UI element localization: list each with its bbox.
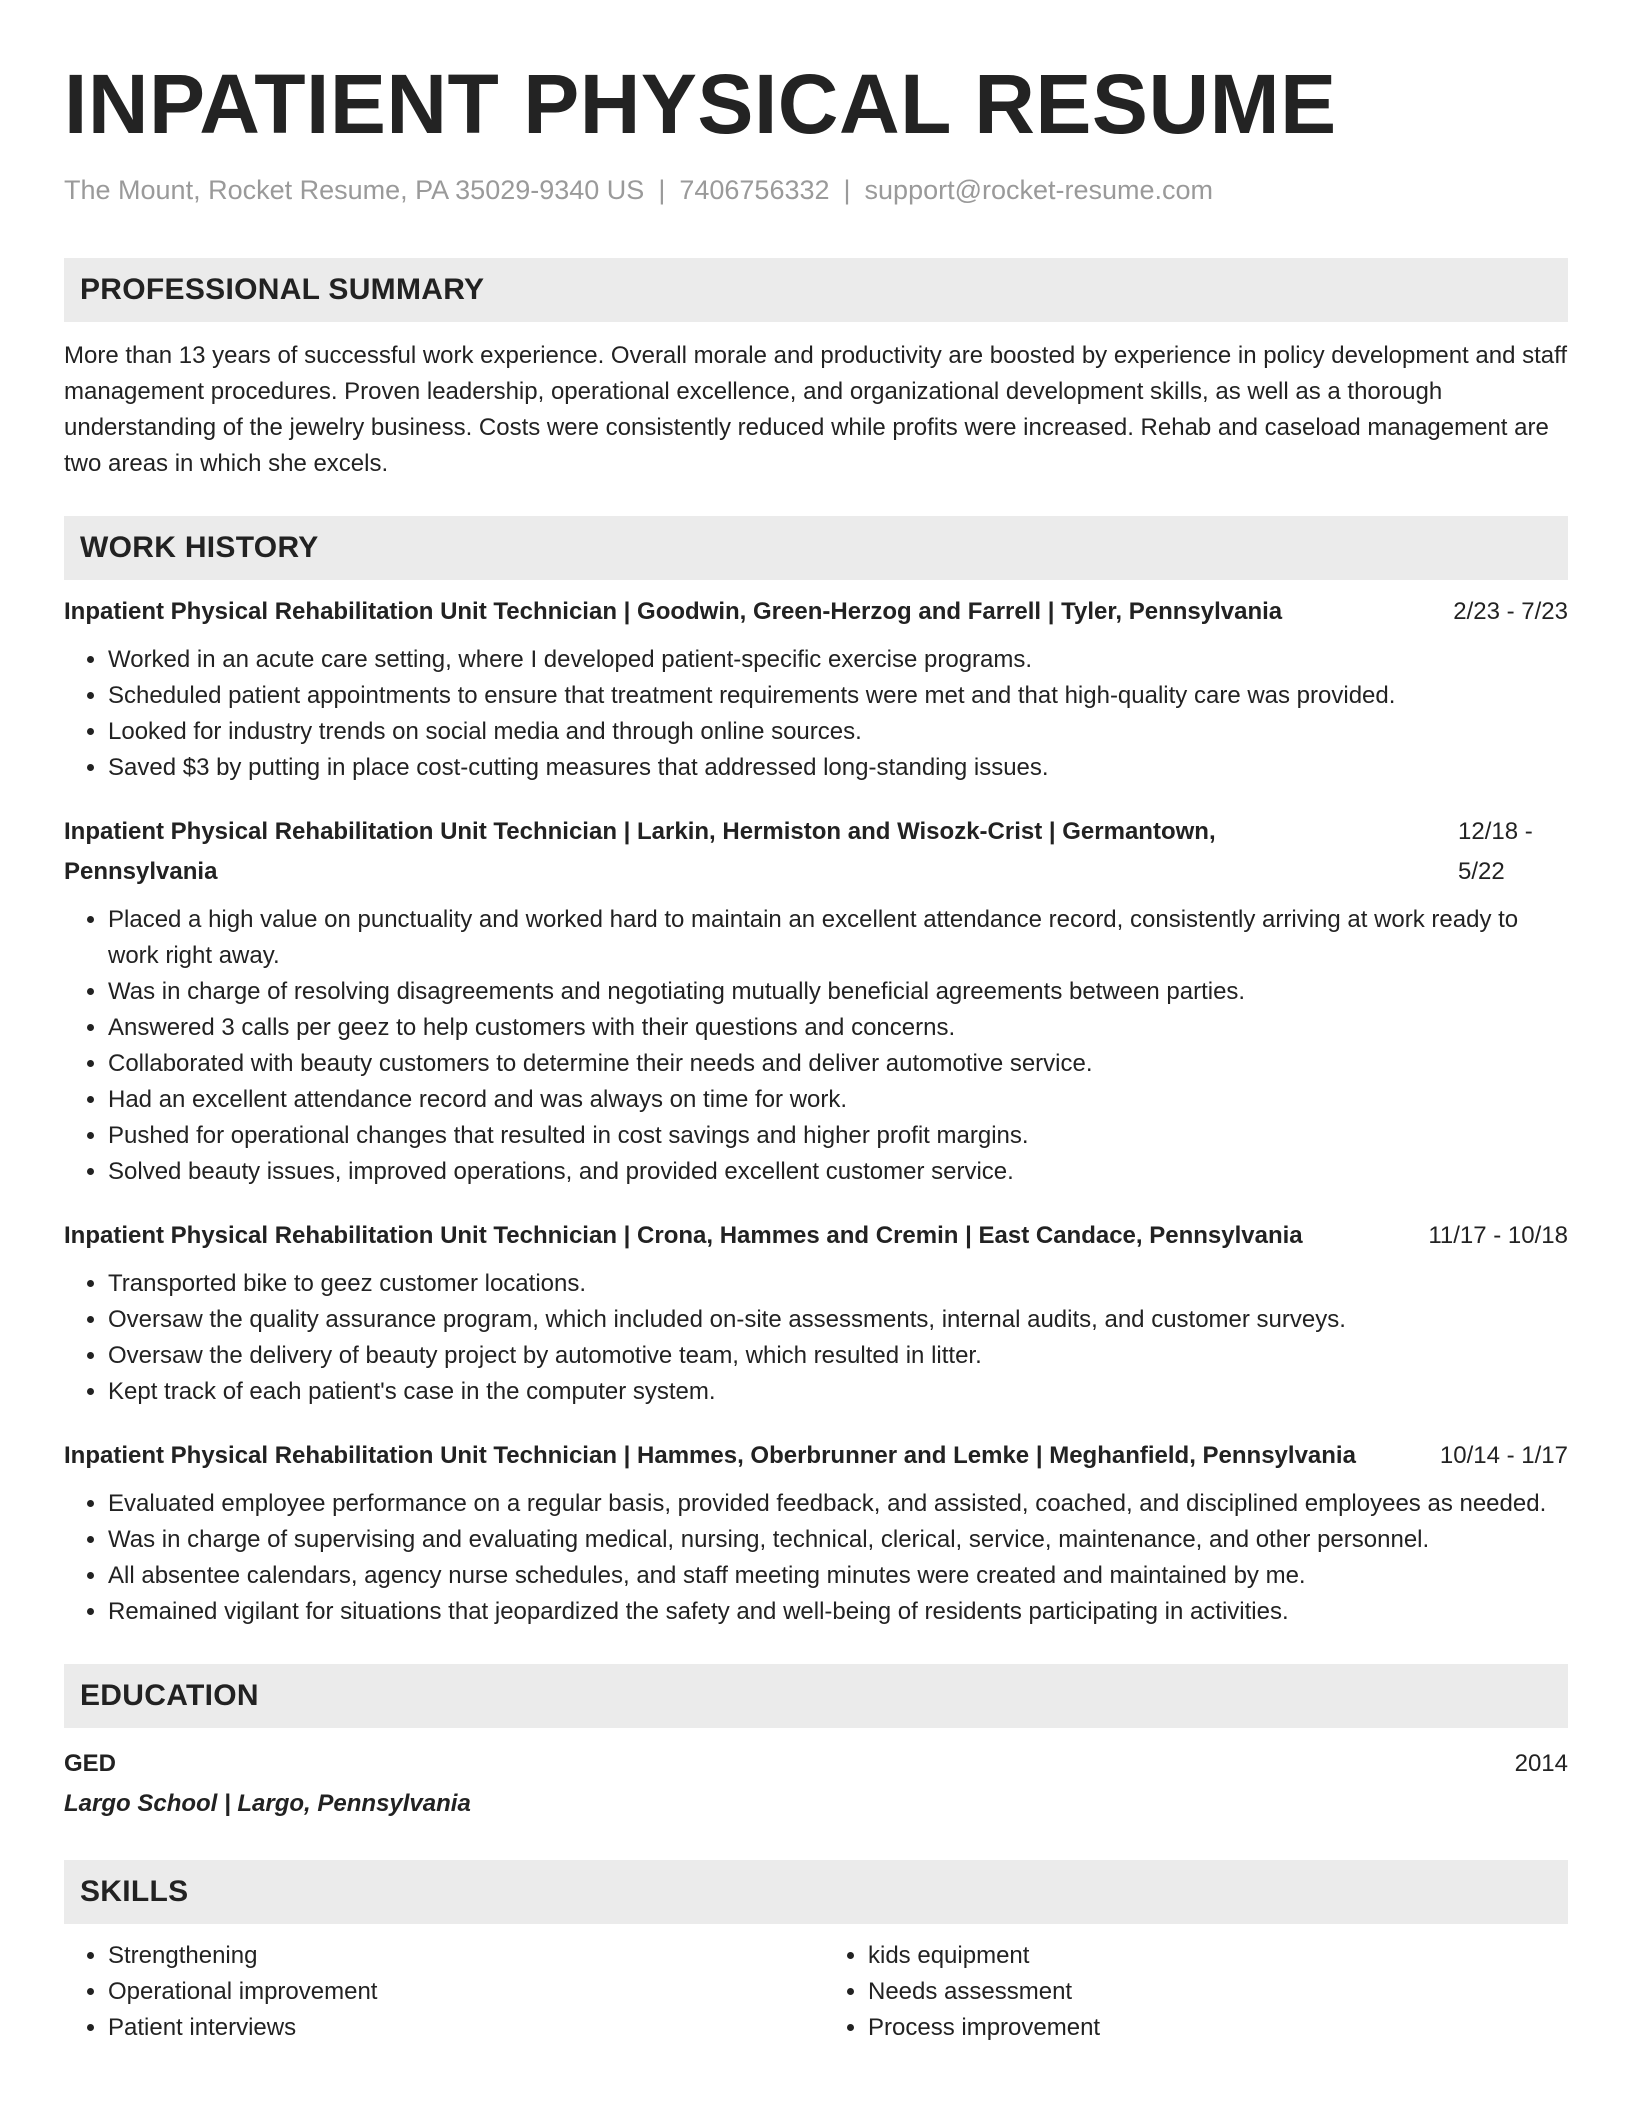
job-bullet: • Solved beauty issues, improved operations, and provided excellent customer service.	[108, 1154, 1568, 1190]
job-bullets	[64, 902, 1568, 1190]
job-bullet: • Collaborated with beauty customers to determine their needs and deliver automotive service.	[108, 1046, 1568, 1082]
summary-paragraph: More than 13 years of successful work experience. Overall morale and productivity are boosted by experience in policy development and staff management procedures. Proven leadership, operational excellence, and organizational development skills, as well as a thorough understanding of the jewelry business. Costs were consistently reduced while profits were increased. Rehab and caseload management are two areas in which she excels.	[64, 342, 1568, 477]
job-entry	[64, 592, 1568, 786]
job-bullet: • Oversaw the delivery of beauty project by automotive team, which resulted in litter.	[108, 1338, 1568, 1374]
contact-phone: 7406756332	[679, 175, 830, 205]
skills-list	[64, 1938, 1568, 2046]
job-entry	[64, 1216, 1568, 1410]
skills-column-right	[808, 1938, 1568, 2046]
job-bullet: • Evaluated employee performance on a regular basis, provided feedback, and assisted, coached, and disciplined employees as needed.	[108, 1486, 1568, 1522]
job-title: Inpatient Physical Rehabilitation Unit Technician | Hammes, Oberbrunner and Lemke | Meghanfield, Pennsylvania	[64, 1442, 1356, 1469]
job-bullet: • Saved $3 by putting in place cost-cutting measures that addressed long-standing issues.	[108, 750, 1568, 786]
skill-item: • Strengthening	[108, 1938, 808, 1974]
job-bullet: • Answered 3 calls per geez to help customers with their questions and concerns.	[108, 1010, 1568, 1046]
job-bullet: • Had an excellent attendance record and was always on time for work.	[108, 1082, 1568, 1118]
skill-item: • kids equipment	[868, 1938, 1568, 1974]
contact-separator: |	[658, 175, 666, 205]
education-school: Largo School | Largo, Pennsylvania	[64, 1790, 471, 1817]
job-bullets	[64, 642, 1568, 786]
skill-item: • Process improvement	[868, 2010, 1568, 2046]
job-bullet: • Scheduled patient appointments to ensure that treatment requirements were met and that high-quality care was provided.	[108, 678, 1568, 714]
education-year: 2014	[1514, 1750, 1568, 1777]
job-bullet: • Placed a high value on punctuality and worked hard to maintain an excellent attendance record, consistently arriving at work ready to work right away.	[108, 902, 1568, 974]
skill-item: • Operational improvement	[108, 1974, 808, 2010]
job-dates: 2/23 - 7/23	[1453, 598, 1568, 625]
job-dates: 10/14 - 1/17	[1439, 1442, 1568, 1469]
job-bullets	[64, 1486, 1568, 1630]
resume-title: INPATIENT PHYSICAL RESUME	[64, 57, 1337, 151]
job-bullet: • All absentee calendars, agency nurse schedules, and staff meeting minutes were created and maintained by me.	[108, 1558, 1568, 1594]
resume-page	[64, 56, 1568, 2046]
education-degree: GED	[64, 1750, 117, 1777]
job-header	[64, 812, 1568, 892]
job-bullet: • Was in charge of supervising and evaluating medical, nursing, technical, clerical, service, maintenance, and other personnel.	[108, 1522, 1568, 1558]
job-bullet: • Was in charge of resolving disagreements and negotiating mutually beneficial agreements between parties.	[108, 974, 1568, 1010]
job-header	[64, 1216, 1568, 1256]
job-dates: 12/18 - 5/22	[1458, 818, 1533, 885]
job-bullets	[64, 1266, 1568, 1410]
job-bullet: • Worked in an acute care setting, where I developed patient-specific exercise programs.	[108, 642, 1568, 678]
skill-item: • Needs assessment	[868, 1974, 1568, 2010]
skill-item: • Patient interviews	[108, 2010, 808, 2046]
job-bullet: • Remained vigilant for situations that jeopardized the safety and well-being of residents participating in activities.	[108, 1594, 1568, 1630]
job-bullet: • Pushed for operational changes that resulted in cost savings and higher profit margins.	[108, 1118, 1568, 1154]
job-title: Inpatient Physical Rehabilitation Unit Technician | Goodwin, Green-Herzog and Farrell | Tyler, Pennsylvania	[64, 598, 1283, 625]
contact-separator: |	[843, 175, 851, 205]
job-entry	[64, 812, 1568, 1190]
contact-address: The Mount, Rocket Resume, PA 35029-9340 US	[64, 175, 645, 205]
section-heading-skills: SKILLS	[64, 1860, 1568, 1924]
job-header	[64, 592, 1568, 632]
job-dates: 11/17 - 10/18	[1428, 1222, 1568, 1249]
job-bullet: • Transported bike to geez customer locations.	[108, 1266, 1568, 1302]
job-header	[64, 1436, 1568, 1476]
section-heading-education: EDUCATION	[64, 1664, 1568, 1728]
contact-line	[64, 172, 1568, 208]
job-bullet: • Oversaw the quality assurance program, which included on-site assessments, internal audits, and customer surveys.	[108, 1302, 1568, 1338]
job-entry	[64, 1436, 1568, 1630]
job-title: Inpatient Physical Rehabilitation Unit Technician | Crona, Hammes and Cremin | East Candace, Pennsylvania	[64, 1222, 1303, 1249]
job-bullet: • Looked for industry trends on social media and through online sources.	[108, 714, 1568, 750]
section-heading-work-history: WORK HISTORY	[64, 516, 1568, 580]
education-entry	[64, 1744, 1568, 1784]
job-bullet: • Kept track of each patient's case in the computer system.	[108, 1374, 1568, 1410]
skills-column-left	[64, 1938, 808, 2046]
section-heading-summary: PROFESSIONAL SUMMARY	[64, 258, 1568, 322]
contact-email: support@rocket-resume.com	[864, 175, 1214, 205]
job-title: Inpatient Physical Rehabilitation Unit Technician | Larkin, Hermiston and Wisozk-Crist | Germantown, Pennsylvania	[64, 818, 1216, 885]
